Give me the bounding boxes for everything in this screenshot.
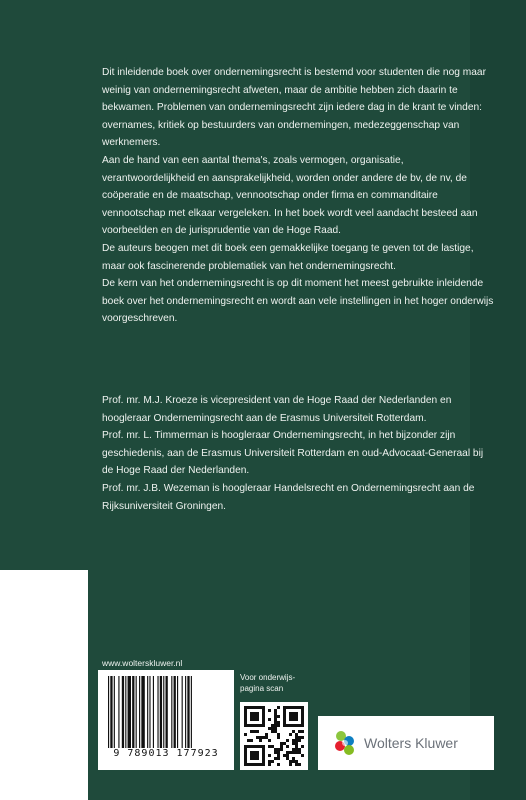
barcode — [98, 670, 234, 770]
barcode-bars — [106, 676, 226, 748]
author-kroeze: Prof. mr. M.J. Kroeze is vicepresident van de Hoge Raad der Nederlanden en hoogleraar Ondernemingsrecht aan de Erasmus Universiteit Rotterdam. — [102, 395, 452, 424]
qr-label-line-1: Voor onderwijs- — [240, 673, 296, 682]
authors-block — [102, 392, 494, 515]
wolters-kluwer-logo-icon — [330, 728, 360, 758]
description-paragraph-3: De auteurs beogen met dit boek een gemakkelijke toegang te geven tot de lastige, maar ook fascinerende problematiek van het ondernemingsrecht. — [102, 242, 474, 272]
qr-label — [240, 672, 295, 694]
qr-code-icon — [244, 706, 304, 766]
description-paragraph-1: Dit inleidende boek over ondernemingsrecht is bestemd voor studenten die nog maar weinig van ondernemingsrecht afweten, maar de ambitie hebben zich daarin te bekwamen. Problemen van ondernemingsrecht zijn iedere dag in de krant te vinden: overnames, kritiek op bestuurders van ondernemingen, medezeggenschap van werknemers. — [102, 67, 486, 149]
publisher-url: www.wolterskluwer.nl — [102, 658, 183, 668]
description-block — [102, 64, 494, 328]
description-paragraph-4: De kern van het ondernemingsrecht is op dit moment het meest gebruikte inleidende boek over het ondernemingsrecht en wordt aan vele instellingen in het hoger onderwijs voorgeschreven. — [102, 278, 494, 325]
publisher-logo — [318, 716, 494, 770]
author-wezeman: Prof. mr. J.B. Wezeman is hoogleraar Handelsrecht en Ondernemingsrecht aan de Rijksuniversiteit Groningen. — [102, 482, 475, 512]
qr-label-line-2: pagina scan — [240, 684, 284, 693]
author-timmerman: Prof. mr. L. Timmerman is hoogleraar Ondernemingsrecht, in het bijzonder zijn geschiedenis, aan de Erasmus Universiteit Rotterdam en oud-Advocaat-Generaal bij de Hoge Raad der Nederlanden. — [102, 430, 484, 477]
description-paragraph-2: Aan de hand van een aantal thema's, zoals vermogen, organisatie, verantwoordelijkheid en aansprakelijkheid, worden onder andere de bv, de nv, de coöperatie en de maatschap, vennootschap onder firma en commanditaire vennootschap met elkaar vergeleken. In het boek wordt veel aandacht besteed aan voorbeelden en de jurisprudentie van de Hoge Raad. — [102, 154, 478, 237]
publisher-name: Wolters Kluwer — [364, 735, 458, 751]
qr-code[interactable] — [240, 702, 308, 770]
isbn-number: 9 789013 177923 — [113, 748, 219, 759]
white-band — [0, 570, 88, 800]
